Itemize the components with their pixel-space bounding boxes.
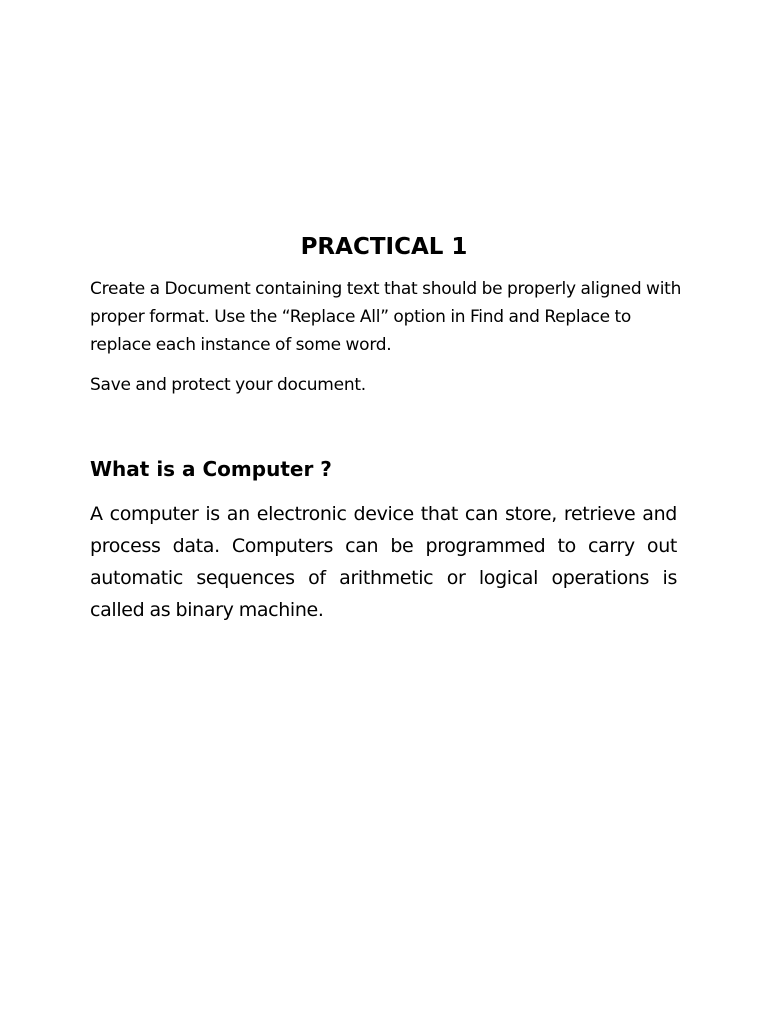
instruction-paragraph: Save and protect your document. xyxy=(90,375,366,395)
document-title: PRACTICAL 1 xyxy=(300,234,468,260)
section-body-paragraph: A computer is an electronic device that can store, retrieve and process data. Computers can be programmed to carry out automatic sequences of arithmetic or logical operations is called as binary machine. xyxy=(90,503,677,621)
instructions-block xyxy=(90,275,690,399)
instruction-paragraph: Create a Document containing text that should be properly aligned with proper format. Use the “Replace All” option in Find and Replace to replace each instance of some word. xyxy=(90,279,682,355)
section-heading: What is a Computer ? xyxy=(90,457,332,481)
